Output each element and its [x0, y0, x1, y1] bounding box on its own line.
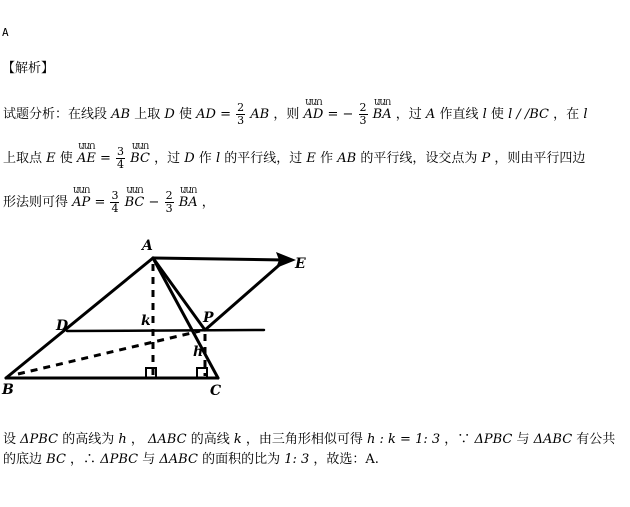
label-E: E [295, 256, 306, 272]
text: 使 [59, 151, 73, 166]
math: l [583, 107, 588, 122]
math: = − [327, 107, 354, 122]
text: 上取点 [3, 151, 43, 166]
vector-AP: ԱԱՈ AP [72, 186, 91, 210]
dashed-BP [18, 331, 200, 374]
label-B: B [2, 382, 14, 398]
paragraph-1 [3, 98, 588, 127]
text: ，∴ [70, 452, 97, 467]
text: 使 [490, 107, 504, 122]
math: = [94, 195, 106, 210]
text: ，则由平行四边 [494, 151, 586, 166]
vector-arrow-icon: ԱԱՈ [373, 98, 391, 107]
text: 设 [3, 432, 17, 447]
text: 与 [516, 432, 530, 447]
paragraph-4 [3, 428, 615, 447]
vector-BC: ԱԱՈ BC [124, 186, 145, 210]
math: = [99, 151, 111, 166]
vector-arrow-icon: ԱԱՈ [126, 186, 143, 195]
segment-AE [153, 258, 285, 260]
text: ，∵ [444, 432, 471, 447]
math: BC [46, 452, 66, 467]
vector-arrow-icon: ԱԱՈ [78, 142, 95, 151]
text: 使 [178, 107, 192, 122]
text: 的平行线，过 [224, 151, 303, 166]
vector-AD: ԱԱՈ AD [303, 98, 324, 122]
math: AB [250, 107, 270, 122]
geometry-diagram [0, 230, 320, 400]
vector-BA: ԱԱՈ BA [372, 98, 392, 122]
vector-arrow-icon: ԱԱՈ [180, 186, 197, 195]
paragraph-5 [3, 448, 379, 467]
answer-letter: A [2, 26, 9, 39]
text: ，过 [395, 107, 422, 122]
text: ，过 [154, 151, 181, 166]
text: 上取 [134, 107, 161, 122]
text: 与 [142, 452, 156, 467]
math: AD = [196, 107, 231, 122]
paragraph-3 [3, 186, 215, 215]
math: h : k = 1: 3 [367, 432, 441, 447]
text: 的面积的比为 [202, 452, 281, 467]
text: 作 [198, 151, 212, 166]
fraction: $\frac{3}{4}$ [111, 189, 119, 215]
vector-BA: ԱԱՈ BA [178, 186, 198, 210]
math: l [215, 151, 221, 166]
text: ， [201, 195, 215, 210]
text: 有公共 [576, 432, 616, 447]
text: ，则 [273, 107, 300, 122]
label-D: D [56, 318, 69, 334]
fraction: $\frac{2}{3}$ [237, 101, 245, 127]
fraction: $\frac{3}{4}$ [117, 145, 125, 171]
math: ΔPBC [474, 432, 513, 447]
text: ，在 [553, 107, 580, 122]
fraction: $\frac{2}{3}$ [165, 189, 173, 215]
text: 作 [320, 151, 334, 166]
section-title: 【解析】 [2, 61, 55, 76]
text: 的底边 [3, 452, 43, 467]
segment-EP [205, 260, 285, 330]
math: l [482, 107, 487, 122]
text: ， [130, 432, 144, 447]
vector-AE: ԱԱՈ AE [76, 142, 96, 166]
segment-AP [153, 258, 205, 330]
math: ΔPBC [20, 432, 59, 447]
math: h [118, 432, 127, 447]
math: E [306, 151, 316, 166]
math: k [233, 432, 242, 447]
vector-BC: ԱԱՈ BC [130, 142, 150, 166]
label-h: h [193, 344, 204, 360]
fraction: $\frac{2}{3}$ [359, 101, 367, 127]
text: 试题分析：在线段 [3, 107, 108, 122]
math: ΔABC [159, 452, 198, 467]
line-through-D [67, 330, 264, 331]
text: 的平行线，设交点为 [360, 151, 478, 166]
math: l / /BC [508, 107, 550, 122]
text: 的高线 [190, 432, 230, 447]
math: ΔABC [533, 432, 573, 447]
math: − [148, 195, 160, 210]
text: 的高线为 [62, 432, 115, 447]
text: 作直线 [439, 107, 479, 122]
vector-arrow-icon: ԱԱՈ [305, 98, 322, 107]
math: AB [337, 151, 357, 166]
arrowhead-icon [276, 252, 296, 268]
label-P: P [203, 310, 214, 326]
math: D [184, 151, 195, 166]
math: P [481, 151, 491, 166]
text: 形法则可得 [3, 195, 69, 210]
vector-arrow-icon: ԱԱՈ [131, 142, 149, 151]
math: D [164, 107, 175, 122]
math: ΔPBC [100, 452, 139, 467]
label-A: A [142, 238, 153, 254]
segment-AB [6, 258, 153, 378]
vector-arrow-icon: ԱԱՈ [73, 186, 90, 195]
label-C: C [210, 383, 222, 399]
math: ΔABC [148, 432, 187, 447]
text: ，故选：A. [313, 452, 379, 467]
label-k: k [141, 313, 151, 329]
paragraph-2 [3, 142, 586, 171]
math: 1: 3 [284, 452, 310, 467]
math: AB [111, 107, 131, 122]
text: ，由三角形相似可得 [245, 432, 363, 447]
math: A [425, 107, 436, 122]
math: E [46, 151, 56, 166]
